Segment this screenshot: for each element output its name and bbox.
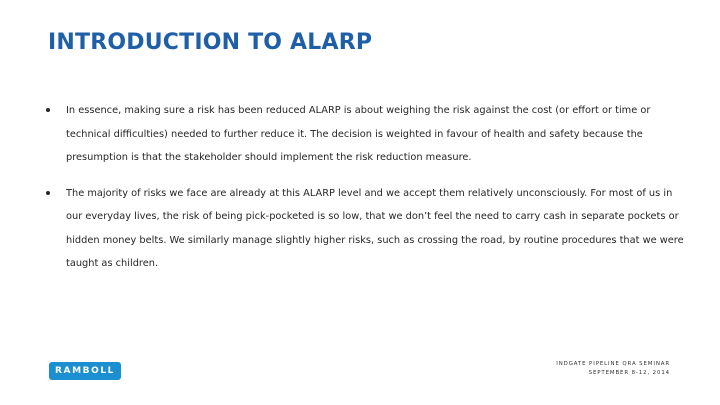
bullet-item	[46, 182, 686, 276]
bullet-text: In essence, making sure a risk has been reduced ALARP is about weighing the risk against the cost (or effort or time or technical difficulties) needed to further reduce it. The decision is weighted in favour of health and safety because the presumption is that the stakeholder should implement the risk reduction measure.	[66, 105, 651, 163]
footer-date: SEPTEMBER 8-12, 2014	[588, 370, 670, 376]
bullet-dot-icon	[46, 191, 50, 195]
bullet-dot-icon	[46, 108, 50, 112]
ramboll-logo	[49, 362, 121, 380]
slide-title: INTRODUCTION TO ALARP	[48, 30, 373, 55]
bullet-list	[46, 99, 686, 288]
bullet-text: The majority of risks we face are already at this ALARP level and we accept them relatively unconsciously. For most of us in our everyday lives, the risk of being pick-pocketed is so low, that we don’t feel the need to carry cash in separate pockets or hidden money belts. We similarly manage slightly higher risks, such as crossing the road, by routine procedures that we were taught as children.	[66, 187, 684, 269]
footer-seminar-name: INDGATE PIPELINE QRA SEMINAR	[556, 361, 670, 367]
footer	[556, 360, 670, 378]
bullet-item	[46, 99, 686, 170]
logo-text: RAMBOLL	[54, 366, 116, 376]
